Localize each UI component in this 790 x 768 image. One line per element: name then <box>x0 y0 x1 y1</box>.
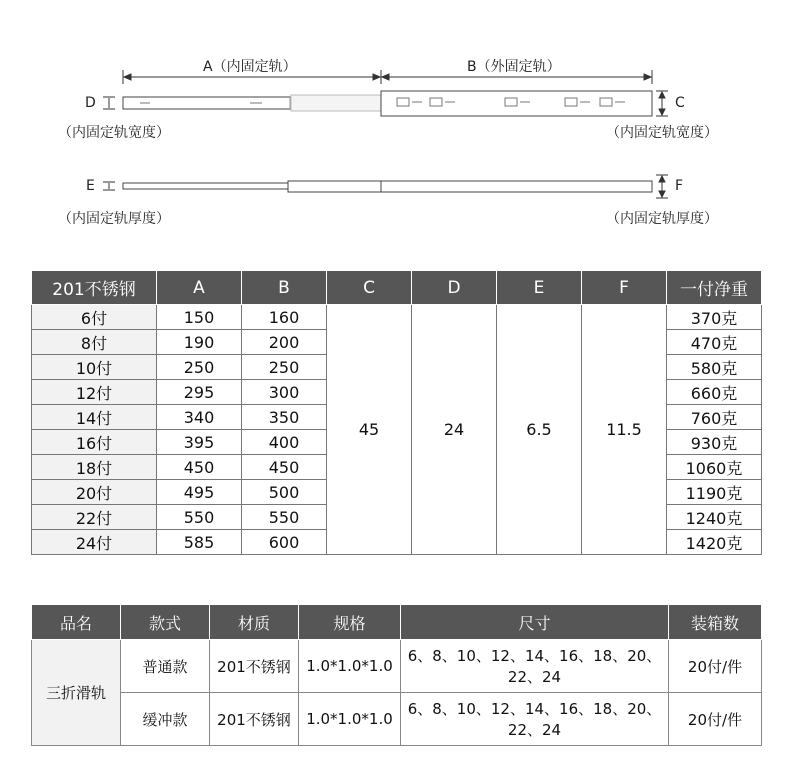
model-cell: 22付 <box>32 505 157 530</box>
weight-cell: 1190克 <box>667 480 762 505</box>
b-cell: 450 <box>242 455 327 480</box>
header-a: A <box>157 271 242 305</box>
header-e: E <box>497 271 582 305</box>
product-name-cell: 三折滑轨 <box>32 640 121 746</box>
caption-inner-thickness-right: （内固定轨厚度） <box>606 211 718 227</box>
sizes-cell: 6、8、10、12、14、16、18、20、22、24 <box>401 693 669 746</box>
e-value: 6.5 <box>497 305 582 555</box>
weight-cell: 1420克 <box>667 530 762 555</box>
dimension-d <box>103 97 115 109</box>
a-cell: 150 <box>157 305 242 330</box>
c-value: 45 <box>327 305 412 555</box>
b-cell: 250 <box>242 355 327 380</box>
header-pack-qty: 装箱数 <box>669 605 762 640</box>
model-cell: 10付 <box>32 355 157 380</box>
a-cell: 295 <box>157 380 242 405</box>
label-e: E <box>86 178 95 194</box>
product-table <box>31 604 762 746</box>
header-c: C <box>327 271 412 305</box>
header-sizes: 尺寸 <box>401 605 669 640</box>
weight-cell: 760克 <box>667 405 762 430</box>
header-net-weight: 一付净重 <box>667 271 762 305</box>
sizes-cell: 6、8、10、12、14、16、18、20、22、24 <box>401 640 669 693</box>
pack-cell: 20付/件 <box>669 693 762 746</box>
b-cell: 160 <box>242 305 327 330</box>
dimension-e <box>103 182 115 190</box>
a-cell: 250 <box>157 355 242 380</box>
f-value: 11.5 <box>582 305 667 555</box>
slide-rail-diagram <box>0 0 790 240</box>
b-cell: 300 <box>242 380 327 405</box>
table-row <box>32 640 762 693</box>
b-cell: 400 <box>242 430 327 455</box>
table-row <box>32 305 762 330</box>
pack-cell: 20付/件 <box>669 640 762 693</box>
material-cell: 201不锈钢 <box>210 640 299 693</box>
spec-cell: 1.0*1.0*1.0 <box>299 640 401 693</box>
b-cell: 500 <box>242 480 327 505</box>
caption-inner-width-right: （内固定轨宽度） <box>606 125 718 141</box>
weight-cell: 370克 <box>667 305 762 330</box>
label-d: D <box>85 95 96 111</box>
d-value: 24 <box>412 305 497 555</box>
spec-table <box>31 270 762 555</box>
b-cell: 550 <box>242 505 327 530</box>
weight-cell: 470克 <box>667 330 762 355</box>
a-cell: 585 <box>157 530 242 555</box>
weight-cell: 1240克 <box>667 505 762 530</box>
rail-side-view <box>123 181 652 192</box>
a-cell: 395 <box>157 430 242 455</box>
header-material: 材质 <box>210 605 299 640</box>
weight-cell: 1060克 <box>667 455 762 480</box>
model-cell: 6付 <box>32 305 157 330</box>
weight-cell: 660克 <box>667 380 762 405</box>
b-cell: 600 <box>242 530 327 555</box>
weight-cell: 580克 <box>667 355 762 380</box>
caption-inner-width-left: （内固定轨宽度） <box>58 125 170 141</box>
label-a: A（内固定轨） <box>203 59 297 75</box>
material-cell: 201不锈钢 <box>210 693 299 746</box>
model-cell: 18付 <box>32 455 157 480</box>
header-f: F <box>582 271 667 305</box>
b-cell: 350 <box>242 405 327 430</box>
dimension-c <box>656 91 668 116</box>
style-cell: 缓冲款 <box>121 693 210 746</box>
caption-inner-thickness-left: （内固定轨厚度） <box>58 211 170 227</box>
table-row <box>32 693 762 746</box>
model-cell: 8付 <box>32 330 157 355</box>
model-cell: 14付 <box>32 405 157 430</box>
dimension-f <box>656 175 668 198</box>
label-c: C <box>675 95 685 111</box>
label-f: F <box>675 178 684 194</box>
rail-top-view <box>123 91 652 116</box>
weight-cell: 930克 <box>667 430 762 455</box>
header-product-name: 品名 <box>32 605 121 640</box>
spec-cell: 1.0*1.0*1.0 <box>299 693 401 746</box>
spec-header-row <box>32 271 762 305</box>
model-cell: 24付 <box>32 530 157 555</box>
a-cell: 340 <box>157 405 242 430</box>
a-cell: 550 <box>157 505 242 530</box>
model-cell: 20付 <box>32 480 157 505</box>
style-cell: 普通款 <box>121 640 210 693</box>
header-b: B <box>242 271 327 305</box>
a-cell: 450 <box>157 455 242 480</box>
label-b: B（外固定轨） <box>467 59 561 75</box>
header-style: 款式 <box>121 605 210 640</box>
product-header-row <box>32 605 762 640</box>
model-cell: 16付 <box>32 430 157 455</box>
b-cell: 200 <box>242 330 327 355</box>
header-d: D <box>412 271 497 305</box>
model-cell: 12付 <box>32 380 157 405</box>
a-cell: 190 <box>157 330 242 355</box>
header-spec: 规格 <box>299 605 401 640</box>
a-cell: 495 <box>157 480 242 505</box>
header-material: 201不锈钢 <box>32 271 157 305</box>
